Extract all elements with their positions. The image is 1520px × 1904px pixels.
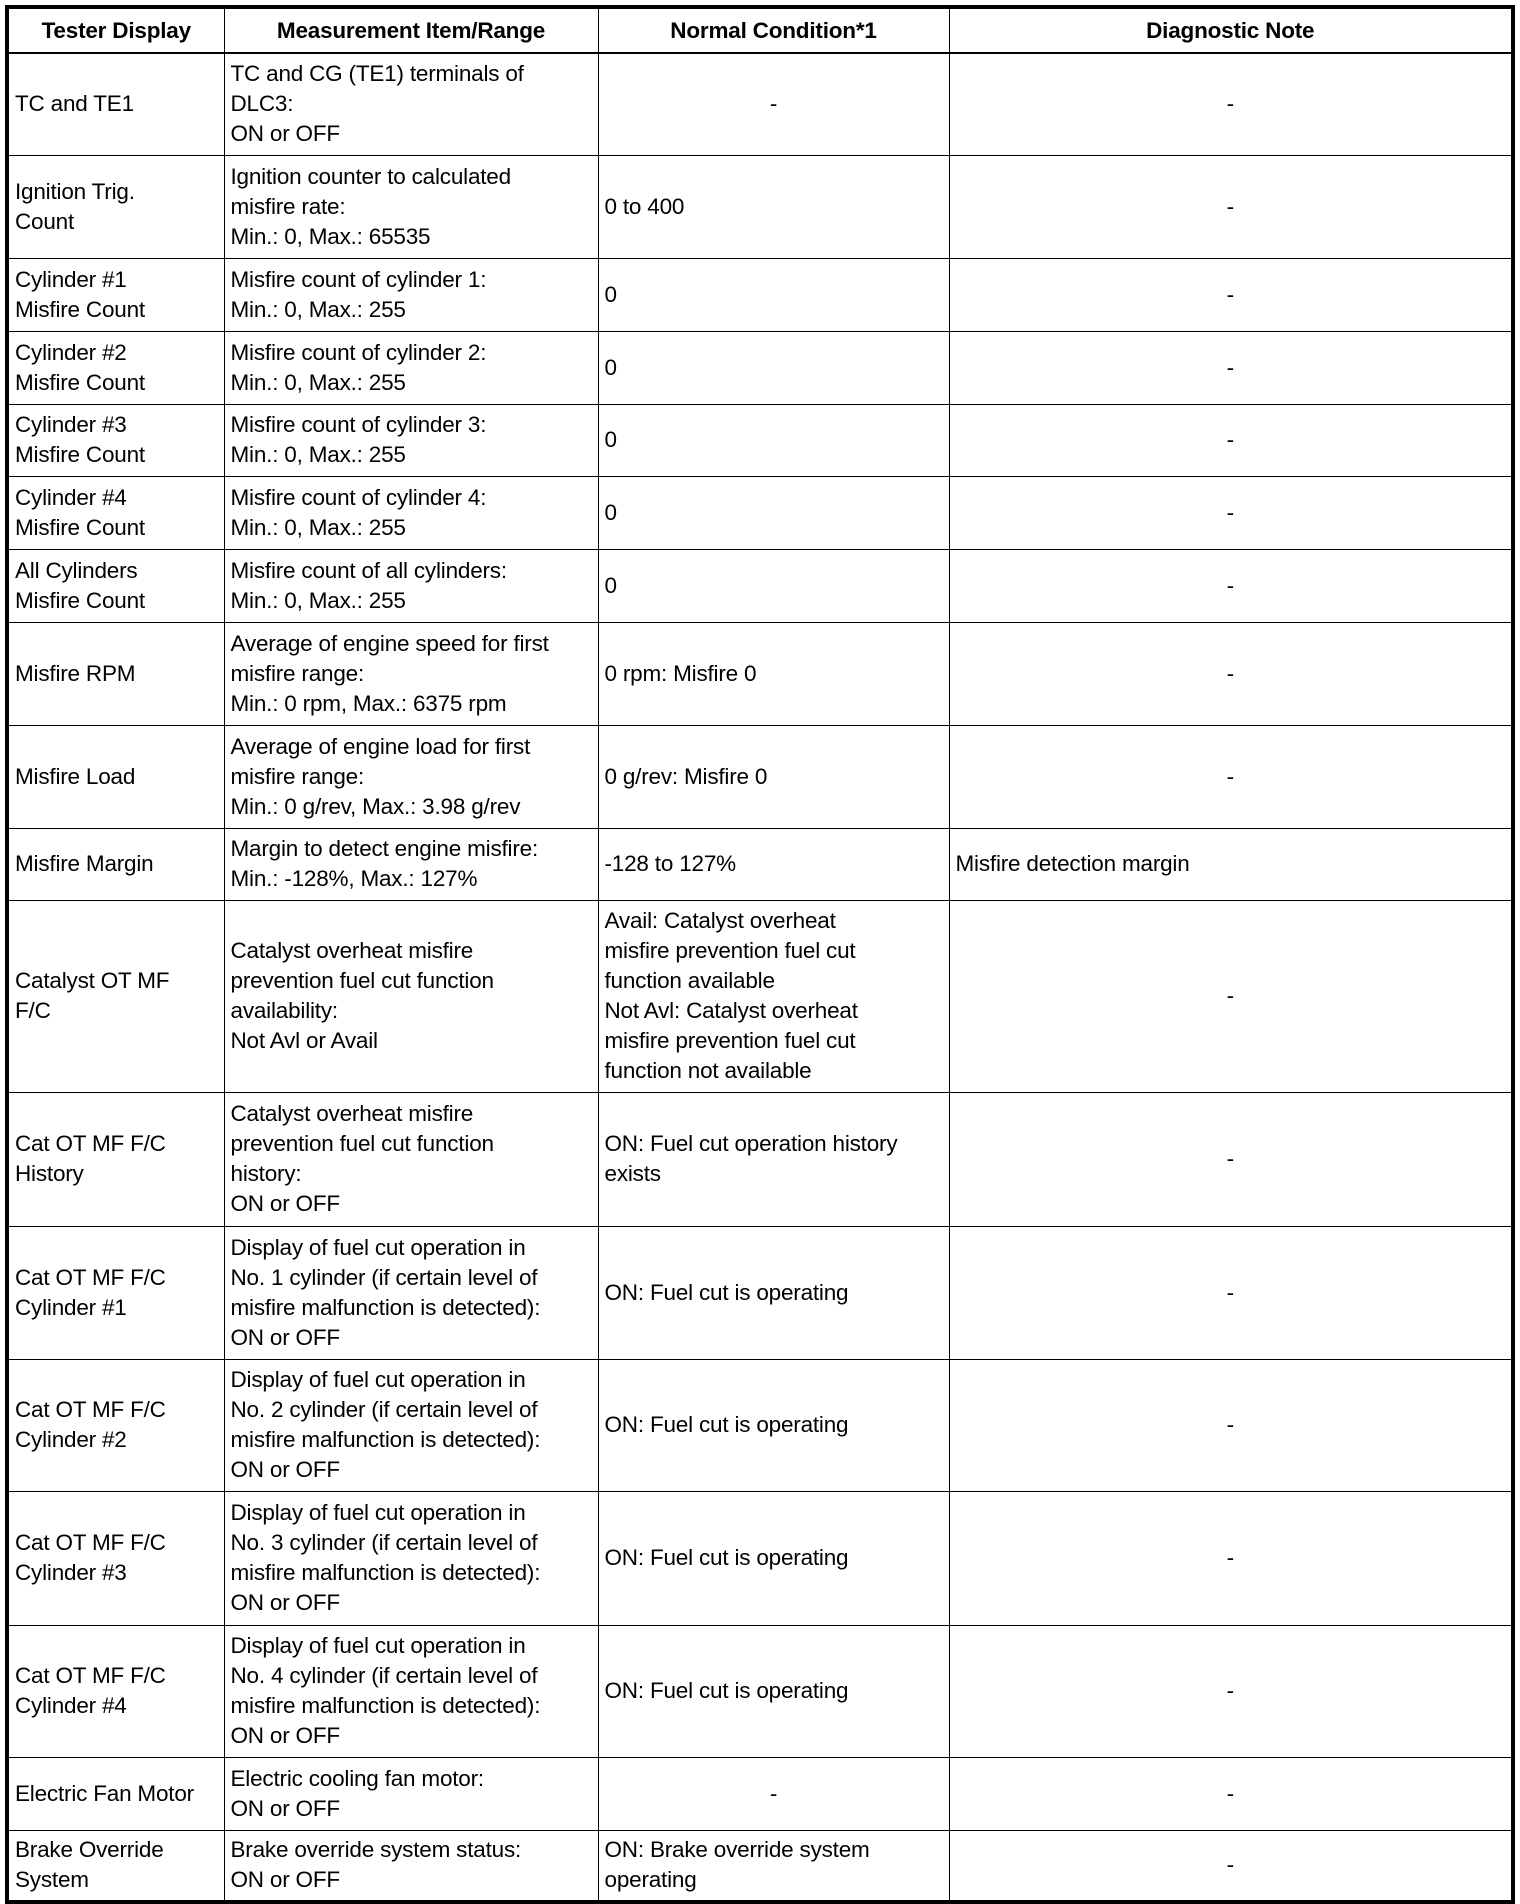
table-row <box>7 622 1513 725</box>
cell-tester-display: TC and TE1 <box>7 53 224 155</box>
cell-normal-condition: 0 g/rev: Misfire 0 <box>598 725 949 828</box>
cell-tester-display: Brake Override System <box>7 1830 224 1902</box>
cell-normal-condition: ON: Fuel cut is operating <box>598 1625 949 1757</box>
cell-diagnostic-note: - <box>949 258 1513 331</box>
cell-diagnostic-note: - <box>949 1226 1513 1359</box>
cell-tester-display: Catalyst OT MF F/C <box>7 900 224 1092</box>
table-row <box>7 1226 1513 1359</box>
cell-tester-display: Cat OT MF F/C History <box>7 1092 224 1226</box>
table-row <box>7 725 1513 828</box>
cell-measurement-item: Display of fuel cut operation in No. 4 cylinder (if certain level of misfire malfunction is detected): ON or OFF <box>224 1625 598 1757</box>
table-row <box>7 1359 1513 1491</box>
table-row <box>7 1830 1513 1902</box>
table-row <box>7 900 1513 1092</box>
cell-normal-condition: - <box>598 53 949 155</box>
cell-normal-condition: ON: Fuel cut is operating <box>598 1359 949 1491</box>
cell-normal-condition: -128 to 127% <box>598 828 949 900</box>
cell-normal-condition: 0 rpm: Misfire 0 <box>598 622 949 725</box>
cell-tester-display: Misfire Load <box>7 725 224 828</box>
cell-diagnostic-note: - <box>949 1491 1513 1625</box>
cell-diagnostic-note: - <box>949 476 1513 549</box>
cell-normal-condition: 0 <box>598 549 949 622</box>
cell-measurement-item: Margin to detect engine misfire: Min.: -128%, Max.: 127% <box>224 828 598 900</box>
cell-measurement-item: Misfire count of cylinder 1: Min.: 0, Max.: 255 <box>224 258 598 331</box>
cell-tester-display: Cylinder #3 Misfire Count <box>7 404 224 476</box>
cell-diagnostic-note: - <box>949 1757 1513 1830</box>
cell-normal-condition: 0 <box>598 476 949 549</box>
cell-tester-display: Misfire RPM <box>7 622 224 725</box>
table-row <box>7 331 1513 404</box>
cell-measurement-item: Misfire count of cylinder 3: Min.: 0, Max.: 255 <box>224 404 598 476</box>
cell-normal-condition: Avail: Catalyst overheat misfire prevention fuel cut function available Not Avl: Catalyst overheat misfire prevention fuel cut function not available <box>598 900 949 1092</box>
cell-diagnostic-note: - <box>949 549 1513 622</box>
cell-normal-condition: ON: Fuel cut is operating <box>598 1226 949 1359</box>
cell-normal-condition: ON: Fuel cut operation history exists <box>598 1092 949 1226</box>
cell-tester-display: Cat OT MF F/C Cylinder #3 <box>7 1491 224 1625</box>
header-tester-display: Tester Display <box>7 7 224 53</box>
cell-tester-display: Cylinder #1 Misfire Count <box>7 258 224 331</box>
table-row <box>7 476 1513 549</box>
cell-tester-display: Ignition Trig. Count <box>7 155 224 258</box>
data-list-table <box>5 5 1515 1904</box>
cell-normal-condition: ON: Fuel cut is operating <box>598 1491 949 1625</box>
cell-diagnostic-note: - <box>949 1092 1513 1226</box>
cell-measurement-item: Average of engine speed for first misfire range: Min.: 0 rpm, Max.: 6375 rpm <box>224 622 598 725</box>
cell-normal-condition: 0 <box>598 258 949 331</box>
cell-measurement-item: Misfire count of cylinder 2: Min.: 0, Max.: 255 <box>224 331 598 404</box>
cell-normal-condition: 0 <box>598 404 949 476</box>
table-row <box>7 1625 1513 1757</box>
cell-diagnostic-note: - <box>949 331 1513 404</box>
cell-diagnostic-note: - <box>949 725 1513 828</box>
cell-measurement-item: Catalyst overheat misfire prevention fuel cut function availability: Not Avl or Avail <box>224 900 598 1092</box>
header-measurement-item: Measurement Item/Range <box>224 7 598 53</box>
header-diagnostic-note: Diagnostic Note <box>949 7 1513 53</box>
cell-normal-condition: ON: Brake override system operating <box>598 1830 949 1902</box>
table-row <box>7 404 1513 476</box>
cell-diagnostic-note: - <box>949 155 1513 258</box>
cell-diagnostic-note: - <box>949 1830 1513 1902</box>
cell-diagnostic-note: Misfire detection margin <box>949 828 1513 900</box>
cell-diagnostic-note: - <box>949 1625 1513 1757</box>
cell-measurement-item: Ignition counter to calculated misfire rate: Min.: 0, Max.: 65535 <box>224 155 598 258</box>
table-row <box>7 1757 1513 1830</box>
cell-diagnostic-note: - <box>949 900 1513 1092</box>
cell-tester-display: Cylinder #4 Misfire Count <box>7 476 224 549</box>
cell-diagnostic-note: - <box>949 53 1513 155</box>
cell-tester-display: Cylinder #2 Misfire Count <box>7 331 224 404</box>
cell-diagnostic-note: - <box>949 404 1513 476</box>
cell-measurement-item: TC and CG (TE1) terminals of DLC3: ON or OFF <box>224 53 598 155</box>
cell-measurement-item: Average of engine load for first misfire range: Min.: 0 g/rev, Max.: 3.98 g/rev <box>224 725 598 828</box>
cell-tester-display: Cat OT MF F/C Cylinder #4 <box>7 1625 224 1757</box>
cell-tester-display: Electric Fan Motor <box>7 1757 224 1830</box>
table-row <box>7 1491 1513 1625</box>
table-row <box>7 1092 1513 1226</box>
cell-measurement-item: Electric cooling fan motor: ON or OFF <box>224 1757 598 1830</box>
table-row <box>7 258 1513 331</box>
cell-measurement-item: Display of fuel cut operation in No. 3 cylinder (if certain level of misfire malfunction is detected): ON or OFF <box>224 1491 598 1625</box>
cell-measurement-item: Display of fuel cut operation in No. 1 cylinder (if certain level of misfire malfunction is detected): ON or OFF <box>224 1226 598 1359</box>
cell-tester-display: Cat OT MF F/C Cylinder #1 <box>7 1226 224 1359</box>
cell-measurement-item: Catalyst overheat misfire prevention fuel cut function history: ON or OFF <box>224 1092 598 1226</box>
table-row <box>7 155 1513 258</box>
cell-measurement-item: Misfire count of all cylinders: Min.: 0, Max.: 255 <box>224 549 598 622</box>
cell-tester-display: Cat OT MF F/C Cylinder #2 <box>7 1359 224 1491</box>
cell-measurement-item: Brake override system status: ON or OFF <box>224 1830 598 1902</box>
cell-normal-condition: 0 <box>598 331 949 404</box>
header-normal-condition: Normal Condition*1 <box>598 7 949 53</box>
cell-measurement-item: Display of fuel cut operation in No. 2 cylinder (if certain level of misfire malfunction is detected): ON or OFF <box>224 1359 598 1491</box>
cell-measurement-item: Misfire count of cylinder 4: Min.: 0, Max.: 255 <box>224 476 598 549</box>
cell-tester-display: Misfire Margin <box>7 828 224 900</box>
cell-normal-condition: 0 to 400 <box>598 155 949 258</box>
table-row <box>7 549 1513 622</box>
cell-normal-condition: - <box>598 1757 949 1830</box>
cell-diagnostic-note: - <box>949 622 1513 725</box>
cell-diagnostic-note: - <box>949 1359 1513 1491</box>
header-row <box>7 7 1513 53</box>
cell-tester-display: All Cylinders Misfire Count <box>7 549 224 622</box>
table-row <box>7 828 1513 900</box>
table-row <box>7 53 1513 155</box>
